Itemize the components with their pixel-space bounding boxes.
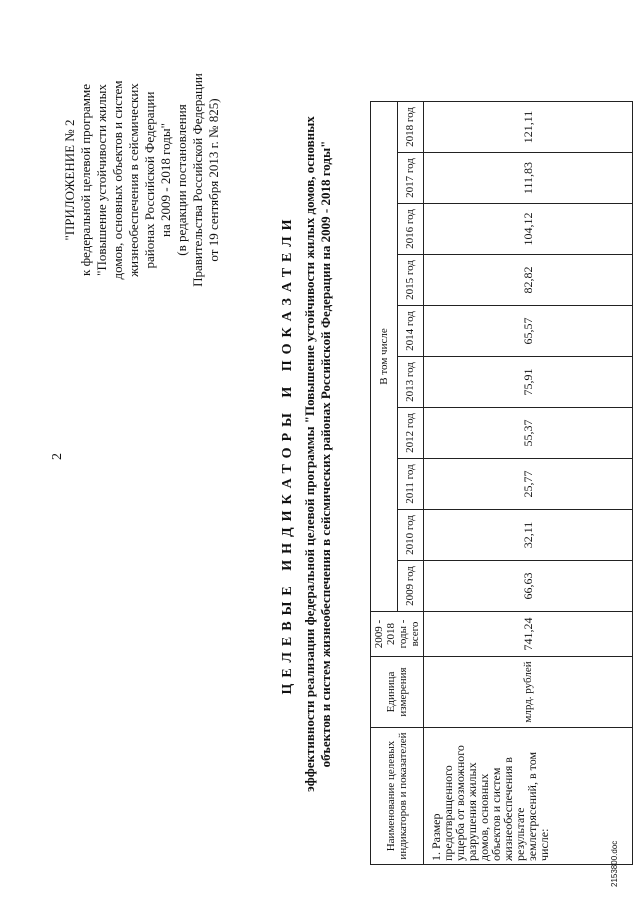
row-total: 741,24 [424,612,633,657]
file-name-footer: 2153800.doc [610,840,619,887]
row-value: 32,11 [424,510,633,561]
header-year: 2014 год [397,306,424,357]
header-name: Наименование целевых индикаторов и показателей [371,728,424,865]
header-including: В том числе [371,102,398,612]
row-value: 66,63 [424,561,633,612]
row-value: 104,12 [424,204,633,255]
header-year: 2017 год [397,153,424,204]
row-unit: млрд. рублей [424,657,633,728]
appendix-line: "ПРИЛОЖЕНИЕ № 2 [62,119,77,241]
table-header-row [371,102,398,865]
header-year: 2009 год [397,561,424,612]
appendix-note [62,10,222,350]
document-subtitle [302,23,334,885]
appendix-line: жизнеобеспечения в сейсмических [126,83,141,277]
header-year: 2013 год [397,357,424,408]
appendix-line: районах Российской Федерации [142,91,157,269]
row-value: 25,77 [424,459,633,510]
header-year: 2010 год [397,510,424,561]
subtitle-line: объектов и систем жизнеобеспечения в сейсмических районах Российской Федерации на 2009 - 2018 годы" [318,140,333,768]
row-value: 82,82 [424,255,633,306]
row-value: 55,37 [424,408,633,459]
header-year: 2012 год [397,408,424,459]
appendix-line: к федеральной целевой программе [78,84,93,276]
page-number: 2 [50,453,65,460]
header-year: 2016 год [397,204,424,255]
appendix-line: на 2009 - 2018 годы" [158,123,173,237]
document-title: ЦЕЛЕВЫЕ ИНДИКАТОРЫ И ПОКАЗАТЕЛИ [280,213,295,695]
indicators-table [370,101,633,865]
appendix-line: Правительства Российской Федерации [190,73,205,287]
table-row [424,102,633,865]
header-year: 2011 год [397,459,424,510]
row-value: 111,83 [424,153,633,204]
header-year: 2018 год [397,102,424,153]
header-year: 2015 год [397,255,424,306]
row-name: 1. Размер предотвращенного ущерба от возможного разрушения жилых домов, основных объектов и систем жизнеобеспечения в результате землетрясений, в том числе: [424,728,633,865]
appendix-line: "Повышение устойчивости жилых [94,84,109,276]
appendix-line: домов, основных объектов и систем [110,80,125,280]
header-total: 2009 - 2018 годы - всего [371,612,424,657]
subtitle-line: эффективности реализации федеральной целевой программы "Повышение устойчивости жилых домов, основных [302,116,317,792]
appendix-line: от 19 сентября 2013 г. № 825) [206,98,221,262]
row-value: 75,91 [424,357,633,408]
appendix-line: (в редакции постановления [174,104,189,256]
row-value: 121,11 [424,102,633,153]
header-unit: Единица измерения [371,657,424,728]
row-value: 65,57 [424,306,633,357]
